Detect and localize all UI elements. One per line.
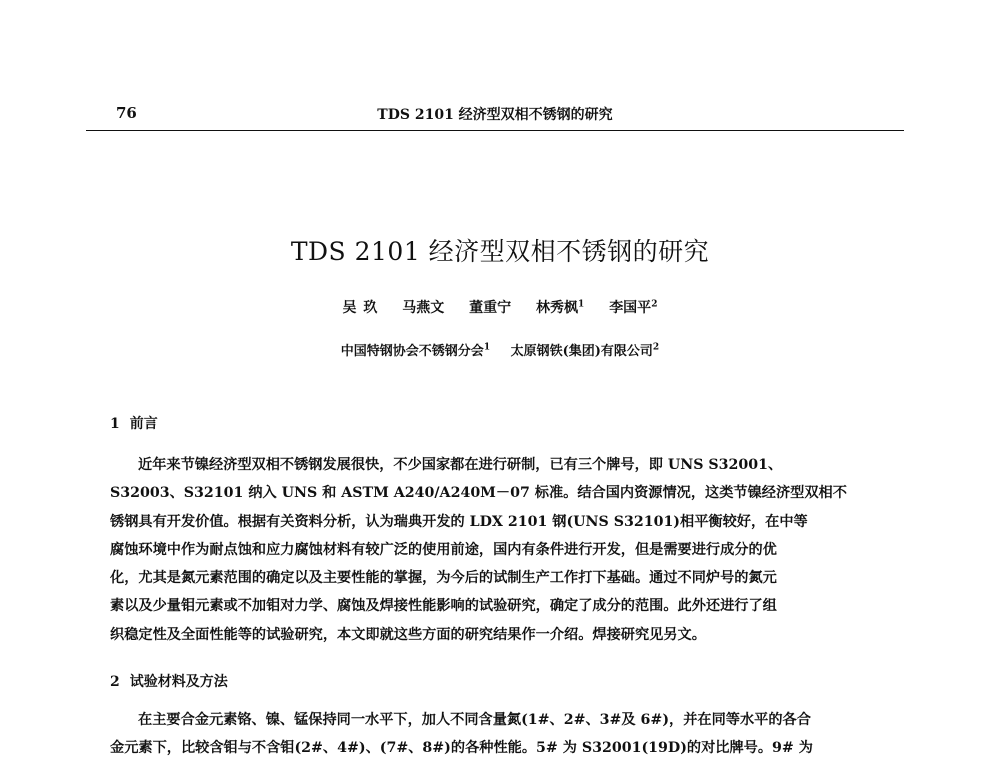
author bbox=[469, 300, 511, 316]
text-line: 化，尤其是氮元素范围的确定以及主要性能的掌握，为今后的试制生产工作打下基础。通过不同炉号的氮元 bbox=[110, 570, 777, 587]
affiliation bbox=[341, 344, 490, 359]
text-line: 近年来节镍经济型双相不锈钢发展很快，不少国家都在进行研制，已有三个牌号，即 UNS S32001、 bbox=[138, 457, 783, 473]
section-number: 2 bbox=[110, 674, 120, 690]
affiliation-list bbox=[0, 340, 1000, 359]
section-heading-introduction bbox=[110, 413, 158, 433]
affiliation-mark: 1 bbox=[483, 342, 491, 353]
section-number: 1 bbox=[110, 416, 120, 432]
author-affiliation-mark: 1 bbox=[578, 299, 585, 310]
author-affiliation-mark: 2 bbox=[651, 299, 658, 310]
paragraph-introduction bbox=[110, 451, 906, 649]
text-line: 锈钢具有开发价值。根据有关资料分析，认为瑞典开发的 LDX 2101 钢(UNS S32101)相平衡较好，在中等 bbox=[110, 513, 808, 530]
running-title: TDS 2101 经济型双相不锈钢的研究 bbox=[377, 107, 613, 123]
author-name: 马燕文 bbox=[402, 300, 445, 316]
author bbox=[536, 300, 584, 316]
paragraph-materials-methods bbox=[110, 706, 906, 763]
text-line: 腐蚀环境中作为耐点蚀和应力腐蚀材料有较广泛的使用前途，国内有条件进行开发，但是需要进行成分的优 bbox=[110, 541, 777, 558]
section-title: 试验材料及方法 bbox=[129, 674, 228, 690]
author-name: 林秀枫 bbox=[536, 300, 579, 316]
page-number: 76 bbox=[116, 104, 137, 122]
author-name: 吴 玖 bbox=[342, 300, 378, 316]
running-header bbox=[86, 100, 904, 131]
text-line: 织稳定性及全面性能等的试验研究，本文即就这些方面的研究结果作一介绍。焊接研究见另文。 bbox=[110, 626, 706, 643]
affiliation-name: 中国特钢协会不锈钢分会 bbox=[340, 344, 484, 359]
author-list bbox=[0, 297, 1000, 317]
author bbox=[343, 300, 378, 316]
author-name: 李国平 bbox=[609, 300, 652, 316]
author bbox=[609, 300, 657, 316]
section-title: 前言 bbox=[129, 416, 158, 432]
section-heading-materials-methods bbox=[110, 671, 228, 691]
text-line: 金元素下，比较含钼与不含钼(2#、4#)、(7#、8#)的各种性能。5# 为 S32001(19D)的对比牌号。9# 为 bbox=[110, 740, 813, 757]
author bbox=[402, 300, 444, 316]
text-line: S32003、S32101 纳入 UNS 和 ASTM A240/A240M－07 标准。结合国内资源情况，这类节镍经济型双相不 bbox=[110, 485, 847, 502]
affiliation-name: 太原钢铁(集团)有限公司 bbox=[510, 344, 653, 359]
affiliation bbox=[511, 344, 660, 359]
affiliation-mark: 2 bbox=[652, 342, 660, 353]
text-line: 素以及少量钼元素或不加钼对力学、腐蚀及焊接性能影响的试验研究，确定了成分的范围。此外还进行了组 bbox=[110, 598, 777, 615]
paper-title: TDS 2101 经济型双相不锈钢的研究 bbox=[290, 237, 710, 266]
text-line: 在主要合金元素铬、镍、锰保持同一水平下，加人不同含量氮(1#、2#、3#及 6#)，并在同等水平的各合 bbox=[138, 712, 811, 728]
author-name: 董重宁 bbox=[469, 300, 512, 316]
